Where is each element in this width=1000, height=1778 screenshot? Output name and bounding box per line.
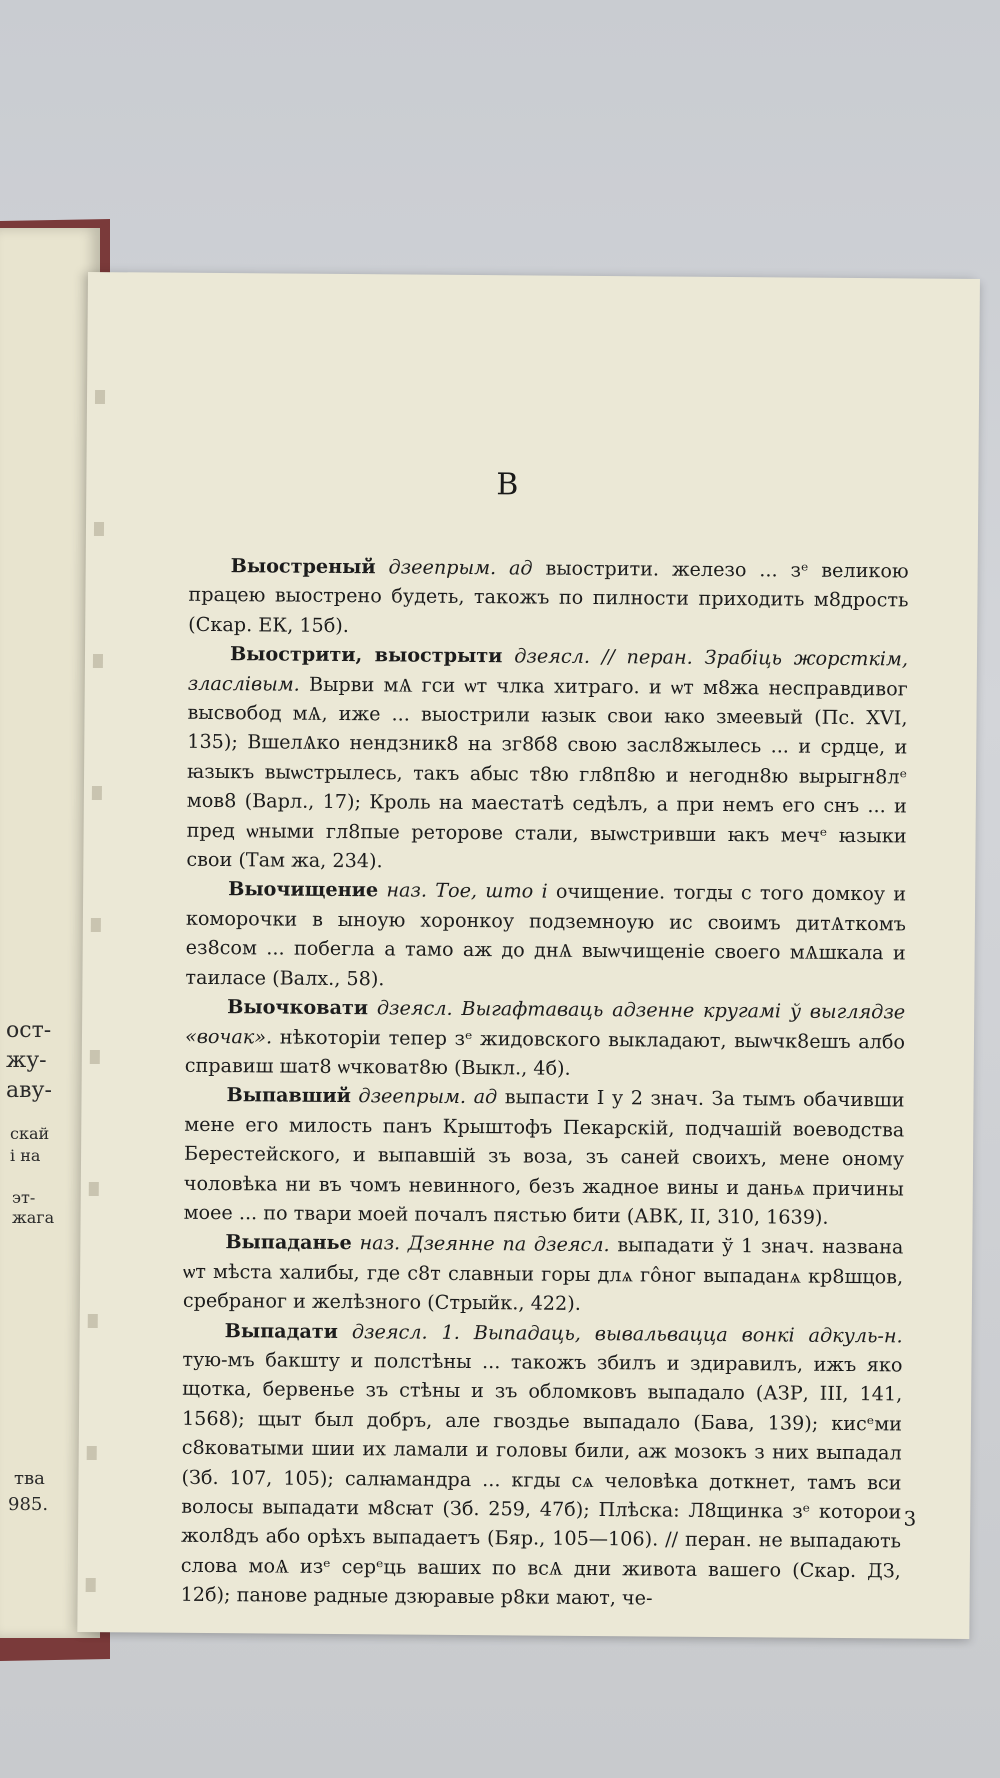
dictionary-entry [180,1315,902,1615]
left-page-fragment: аву- [6,1078,52,1103]
dictionary-entry [186,639,908,880]
entry-headword: Выпадати [224,1318,339,1343]
dictionary-entry [185,992,906,1086]
entry-text: выпадати ў 1 знач. названа ѡт мѣста халибы, где с8т славныи горы длѧ го̂ног выпаданѧ кр8шцов, сребраног и желѣзного (Стрыйк., 422). [182,1233,904,1316]
dictionary-entry [184,1080,905,1233]
dictionary-entry [183,1227,904,1321]
entry-grammar: дзеепрым. ад [388,555,533,580]
entry-headword: Выострити, выострыти [229,642,503,668]
entry-headword: Выпавший [226,1083,351,1108]
entry-grammar: дзеясл. 1. Выпадаць, вывальвацца вонкі адкуль-н. [351,1319,903,1347]
entry-grammar: наз. Дзеянне па дзеясл. [359,1231,610,1257]
left-page-fragment: скай [10,1124,50,1143]
entry-text: выострити. железо ... зᵉ великою працею выострено будеть, такожъ по пилности приходить м8дрость (Скар. ЕК, 15б). [188,556,909,637]
entry-grammar: дзеепрым. ад [358,1084,498,1109]
left-page-fragment: эт- [12,1188,36,1207]
entry-text: нѣкоторіи тепер зᵉ жидовского выкладают, выѡчк8ешъ албо справиш шат8 ѡчковат8ю (Выкл., 4б). [184,1025,906,1080]
left-page-fragment: тва [14,1468,45,1489]
entry-headword: Выостреный [230,554,376,579]
dictionary-entry [185,874,906,997]
left-page-fragment: 985. [8,1494,49,1515]
left-page-fragment: жу- [6,1048,47,1073]
entry-grammar: наз. Тое, што і [386,878,548,904]
dictionary-body [180,551,908,1615]
left-page-fragment: жага [12,1208,55,1227]
left-page-fragment: і на [10,1146,41,1165]
entry-headword: Выочищение [228,877,379,902]
letter-heading: В [496,467,519,503]
entry-headword: Выочковати [227,995,369,1020]
entry-grammar: дзеясл. Выгафтаваць адзенне кругамі ў выглядзе «вочак». [184,996,906,1048]
left-page-fragment: ост- [6,1018,52,1043]
entry-text: тую-мъ бакшту и полстѣны ... такожъ збилъ и здиравилъ, ижъ яко щотка, бервенье зъ стѣны и зъ обломковъ выпадало (АЗР, III, 141, 1568); щыт был добръ, але гвоздье выпадало (Бава, 139); кисᵉми с8коватыми шии их ламали и головы били, аж мозокъ з них выпадал (Зб. 107, 105); салꙗмандра ... кгды сѧ человѣка доткнет, тамъ вси волосы выпадати м8сꙗт (Зб. 259, 47б); Плѣска: Л8щинка зᵉ которои жол8дъ або орѣхъ выпадаетъ (Бяр., 105—106). // перан. не выпадають слова моѦ изᵉ серᵉць ваших по всѦ дни живота вашего (Скар. ДЗ, 12б); панове радные дзюравые р8ки мают, че- [180,1347,903,1610]
entry-grammar: дзеясл. // перан. Зрабіць жорсткім, зласлівым. [187,644,909,696]
dictionary-entry [188,551,909,645]
entry-text: очищение. тогды с того домкоу и коморочки в ыноую хоронкоу подземноую ис своимъ дитѦткомъ ез8сом ... побегла а тамо аж до днѦ выѡчищеніе своего мѦшкала и таиласе (Валх., 58). [185,880,907,991]
entry-text: Вырви мѦ гси ѡт члка хитраго. и ѡт м8жа несправдивог высвобод мѦ, иже ... выострили ꙗзык свои ꙗко змеевый (Пс. XVI, 135); ВшелѦко нендзник8 на зг8б8 свою засл8жылесь ... и срдце, и ꙗзыкъ выѡстрылесь, такъ абыс т8ю гл8п8ю и негодн8ю вырыгн8лᵉ мов8 (Варл., 17); Кроль на маестатѣ седѣлъ, а при немъ его снъ ... и пред ѡными гл8пые реторове стали, выѡстривши ꙗкъ мечᵉ ꙗзыки свои (Там жа, 234). [186,672,908,873]
spine-stitching [85,272,106,1632]
right-page [77,272,980,1639]
page-number: 3 [903,1506,917,1531]
entry-headword: Выпаданье [225,1230,352,1255]
entry-text: выпасти I у 2 знач. За тымъ обачивши мене его милость панъ Крыштофъ Пекарскій, подчашій воеводства Берестейского, и выпавшій зъ воза, зъ саней своихъ, мене оному чоловѣка ни въ чомъ невинного, безъ жадное вины и даньѧ причины моее ... по твари моей почалъ пястью бити (АВК, II, 310, 1639). [183,1085,905,1229]
